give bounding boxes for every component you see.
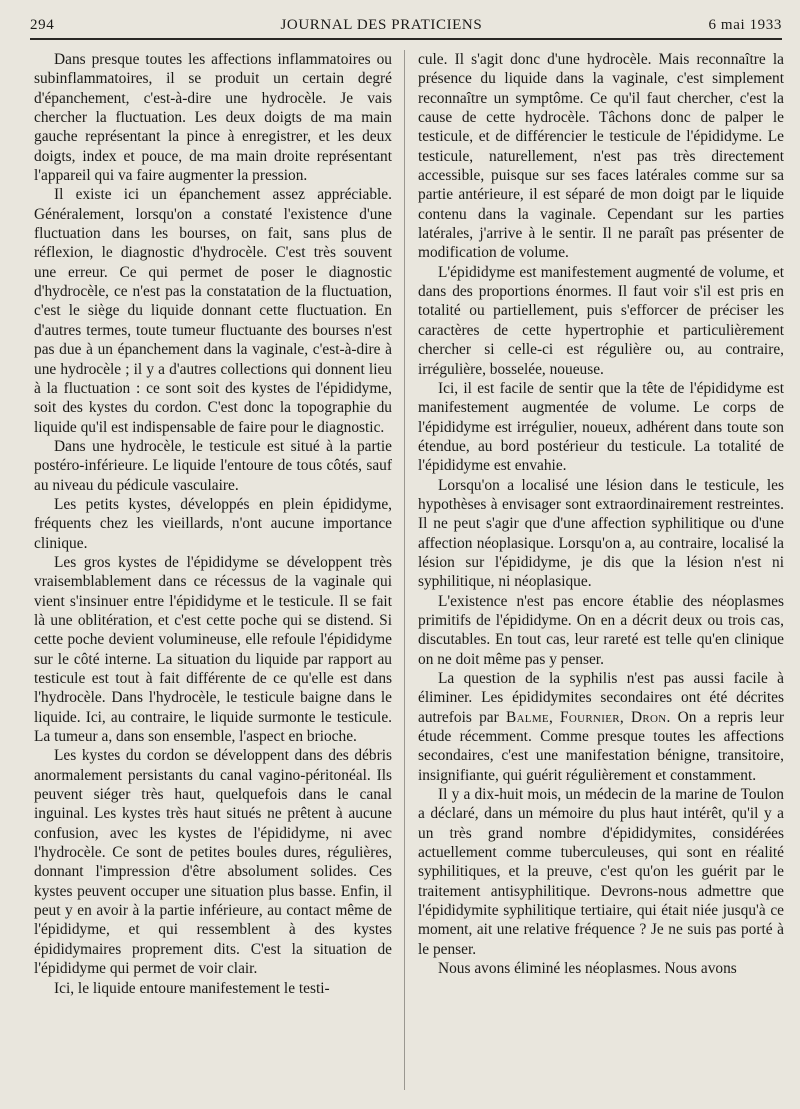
separator: , (548, 708, 561, 726)
separator: , (619, 708, 631, 726)
column-divider (404, 50, 405, 1090)
paragraph: Dans presque toutes les affections inflammatoires ou subinflammatoires, il se produit un certain degré d'épanchement, c'est-à-dire une hydrocèle. Je vais chercher la fluctuation. Les deux doigts de ma main gauche représentant la pince à enregistrer, et les deux doigts, index et pouce, de ma main droite représentant l'appareil qui va faire augmenter la pression. (34, 51, 392, 185)
author-name: Balme (506, 708, 549, 726)
header-rule (30, 38, 782, 40)
right-column (418, 50, 784, 979)
paragraph: Les petits kystes, développés en plein épididyme, fréquents chez les vieillards, n'ont aucune importance clinique. (34, 495, 392, 552)
journal-title: JOURNAL DES PRATICIENS (280, 16, 483, 33)
text-run: . On a repris leur étude récemment. Comme presque toutes les affections secondaires, c'est une manifestation bénigne, transitoire, insignifiante, qui guérit régulièrement et constamment. (418, 708, 784, 784)
paragraph: Ici, il est facile de sentir que la tête de l'épididyme est manifestement augmentée de volume. Le corps de l'épididyme est irrégulier, noueux, adhérent dans toute son étendue, au bord postérieur du testicule. La totalité de l'épididyme est envahie. (418, 379, 784, 475)
paragraph: cule. Il s'agit donc d'une hydrocèle. Mais reconnaître la présence du liquide dans la vaginale, c'est simplement reconnaître un symptôme. Ce qu'il faut chercher, c'est la cause de cette hydrocèle. Tâchons donc de palper le testicule, et de différencier le testicule de l'épididyme. Le testicule, naturellement, n'est pas très directement accessible, puisque sur ses faces latérales comme sur sa partie antérieure, il est séparé de mon doigt par le liquide contenu dans la vaginale. Cependant sur les parties latérales, j'arrive à le sentir. Il ne paraît pas présenter de modification de volume. (418, 51, 784, 262)
running-header (30, 14, 782, 36)
text-run: La question de la syphilis n'est pas aussi facile à éliminer. Les épididymites secondaires ont été décrites autrefois par (418, 670, 784, 726)
paragraph: Dans une hydrocèle, le testicule est situé à la partie postéro-inférieure. Le liquide l'entoure de tous côtés, sauf au niveau du pédicule vasculaire. (34, 437, 392, 494)
paragraph (418, 669, 784, 785)
left-column (34, 50, 392, 998)
paragraph: Ici, le liquide entoure manifestement le testi- (54, 979, 330, 997)
paragraph: Il existe ici un épanchement assez appréciable. Généralement, lorsqu'on a constaté l'existence d'une fluctuation dans les bourses, on fait, sans plus de réflexion, le diagnostic d'hydrocèle. C'est très souvent une erreur. Ce qui permet de poser le diagnostic d'hydrocèle, ce n'est pas la constatation de la fluctuation, c'est le siège du liquide donnant cette fluctuation. En d'autres termes, toute tumeur fluctuante des bourses n'est pas due à un épanchement dans la vaginale, c'est-à-dire à une hydrocèle ; il y a d'autres collections qui donnent lieu à la fluctuation : ce sont soit des kystes de l'épididyme, soit des kystes du cordon. C'est donc la topographie du liquide qu'il est indispensable de faire pour le diagnostic. (34, 186, 392, 436)
paragraph: Il y a dix-huit mois, un médecin de la marine de Toulon a déclaré, dans un mémoire du plus haut intérêt, qu'il y a un très grand nombre d'épididymites, considérées actuellement comme tuberculeuses, qui sont en réalité syphilitiques, et la preuve, c'est qu'on les guérit par le traitement antisyphilitique. Devrons-nous admettre que l'épididymite syphilitique tertiaire, qui était niée jusqu'à ce moment, ait une relative fréquence ? Je ne suis pas porté à le penser. (418, 786, 784, 958)
author-name: Dron (630, 708, 667, 726)
paragraph: Lorsqu'on a localisé une lésion dans le testicule, les hypothèses à envisager sont extraordinairement restreintes. Il ne peut s'agir que d'une affection syphilitique ou d'une affection néoplasique. Lorsqu'on a, au contraire, localisé la lésion sur l'épididyme, je dis que la lésion n'est ni syphilitique, ni néoplasique. (418, 476, 784, 591)
paragraph: L'existence n'est pas encore établie des néoplasmes primitifs de l'épididyme. On en a décrit deux ou trois cas, discutables. En tout cas, leur rareté est telle qu'en clinique on ne doit même pas y penser. (418, 592, 784, 668)
page-number: 294 (30, 16, 55, 33)
paragraph: Les kystes du cordon se développent dans des débris anormalement persistants du canal vagino-péritonéal. Ils peuvent siéger très haut, quelquefois dans le canal inguinal. Les kystes très haut situés ne prêtent à aucune confusion, avec les kystes de l'épididyme, ni avec l'hydrocèle. Ce sont de petites boules dures, régulières, donnant l'impression d'être absolument solides. Ces kystes peuvent occuper une situation plus basse. Enfin, il peut y en avoir à la partie inférieure, au contact même de l'épididyme, et qui ressemblent à des kystes épididymaires proprement dits. C'est la situation de l'épididyme qui permet de voir clair. (34, 747, 392, 978)
paragraph: Nous avons éliminé les néoplasmes. Nous avons (438, 960, 737, 978)
issue-date: 6 mai 1933 (708, 16, 782, 33)
author-name: Fournier (560, 708, 620, 726)
paragraph: Les gros kystes de l'épididyme se développent très vraisemblablement dans ce récessus de la vaginale qui vient s'insinuer entre l'épididyme et le testicule. Il se fait là une oblitération, et c'est cette poche qui se distend. Si cette poche devient volumineuse, elle refoule l'épididyme sur le côté interne. La situation du liquide par rapport au testicule est tout à fait différente de ce qu'elle est dans l'hydrocèle. Dans l'hydrocèle, le testicule baigne dans le liquide. Ici, au contraire, le liquide surmonte le testicule. La tumeur a, dans son ensemble, l'aspect en brioche. (34, 553, 392, 746)
paragraph: L'épididyme est manifestement augmenté de volume, et dans des proportions énormes. Il faut voir s'il est pris en totalité ou partiellement, puis s'efforcer de préciser les caractères de cette hypertrophie et particulièrement chercher si celle-ci est régulière ou, au contraire, irrégulière, bosselée, noueuse. (418, 263, 784, 378)
